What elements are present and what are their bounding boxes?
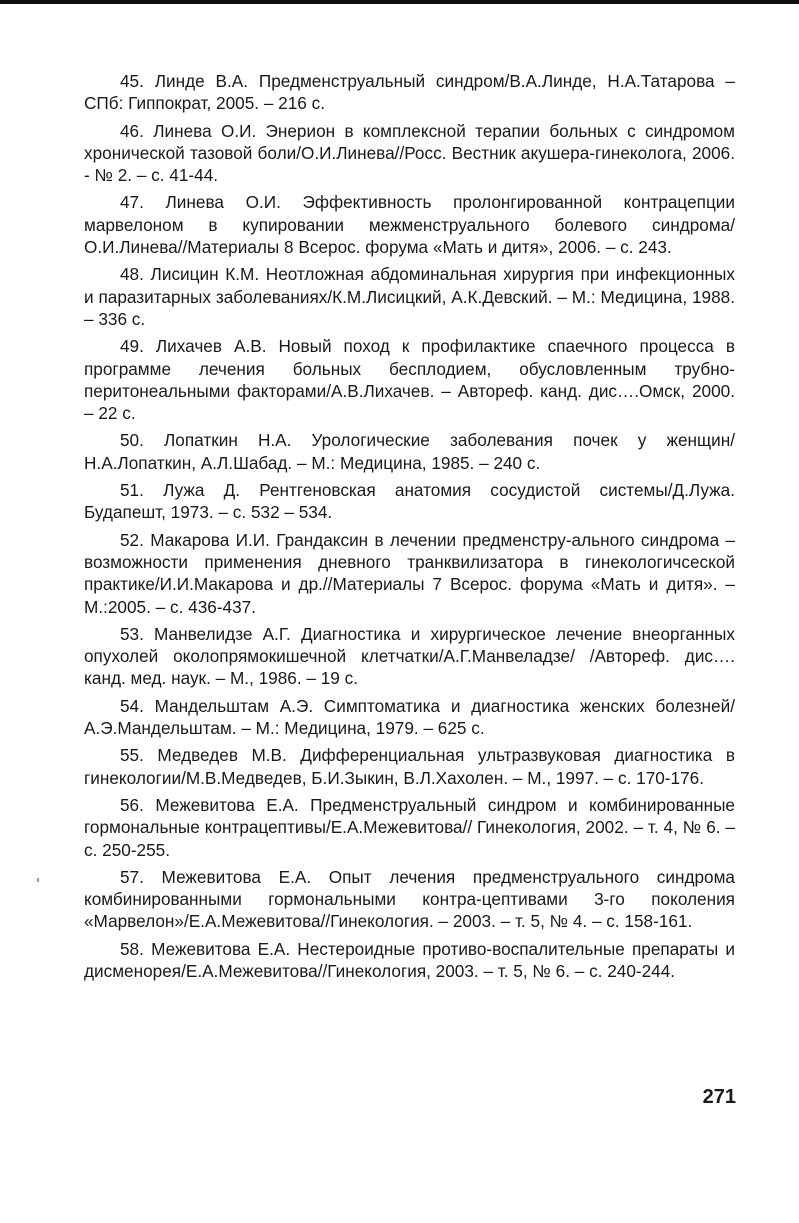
- reference-item-51: 51. Лужа Д. Рентгеновская анатомия сосудистой системы/Д.Лужа. Будапешт, 1973. – с. 532 – 534.: [84, 480, 735, 523]
- scan-speck: [37, 878, 39, 882]
- reference-item-50: 50. Лопаткин Н.А. Урологические заболевания почек у женщин/ Н.А.Лопаткин, А.Л.Шабад. – М.: Медицина, 1985. – 240 с.: [84, 430, 735, 473]
- reference-list: [84, 70, 735, 987]
- reference-item-57: 57. Межевитова Е.А. Опыт лечения предменструального синдрома комбинированными гормональными контра-цептивами 3-го поколения «Марвелон»/Е.А.Межевитова//Гинекология. – 2003. – т. 5, № 4. – с. 158-161.: [84, 866, 735, 932]
- reference-item-54: 54. Мандельштам А.Э. Симптоматика и диагностика женских болезней/А.Э.Мандельштам. – М.: Медицина, 1979. – 625 с.: [84, 695, 735, 739]
- page-number: 271: [702, 1086, 736, 1108]
- reference-item-56: 56. Межевитова Е.А. Предменструальный синдром и комбинированные гормональные контрацептивы/Е.А.Межевитова// Гинекология, 2002. – т. 4, № 6. – с. 250-255.: [84, 794, 735, 860]
- top-border-rule: [0, 0, 799, 4]
- reference-item-53: 53. Манвелидзе А.Г. Диагностика и хирургическое лечение внеорганных опухолей околопрямокишечной клетчатки/А.Г.Манвеладзе/ /Автореф. дис…. канд. мед. наук. – М., 1986. – 19 с.: [84, 623, 735, 689]
- reference-item-47: 47. Линева О.И. Эффективность пролонгированной контрацепции марвелоном в купировании межменструального болевого синдрома/ О.И.Линева//Материалы 8 Всерос. форума «Мать и дитя», 2006. – с. 243.: [84, 192, 735, 258]
- reference-item-58: 58. Межевитова Е.А. Нестероидные противо-воспалительные препараты и дисменорея/Е.А.Межевитова//Гинекология, 2003. – т. 5, № 6. – с. 240-244.: [84, 938, 735, 981]
- reference-item-55: 55. Медведев М.В. Дифференциальная ультразвуковая диагностика в гинекологии/М.В.Медведев, Б.И.Зыкин, В.Л.Хахолен. – М., 1997. – с. 170-176.: [84, 745, 735, 788]
- reference-item-48: 48. Лисицин К.М. Неотложная абдоминальная хирургия при инфекционных и паразитарных заболеваниях/К.М.Лисицкий, А.К.Девский. – М.: Медицина, 1988. – 336 с.: [84, 264, 735, 329]
- reference-item-46: 46. Линева О.И. Энерион в комплексной терапии больных с синдромом хронической тазовой боли/О.И.Линева//Росс. Вестник акушера-гинеколога, 2006. - № 2. – с. 41-44.: [84, 120, 735, 186]
- reference-item-45: 45. Линде В.А. Предменструальный синдром/В.А.Линде, Н.А.Татарова – СПб: Гиппократ, 2005. – 216 с.: [84, 71, 735, 114]
- reference-item-52: 52. Макарова И.И. Грандаксин в лечении предменстру-ального синдрома – возможности применения дневного транквилизатора в гинекологичсеской практике/И.И.Макарова и др.//Материалы 7 Всерос. форума «Мать и дитя». – М.:2005. – с. 436-437.: [84, 529, 735, 617]
- reference-item-49: 49. Лихачев А.В. Новый поход к профилактике спаечного процесса в программе лечения больных бесплодием, обусловленным трубно-перитонеальными факторами/А.В.Лихачев. – Автореф. канд. дис….Омск, 2000. – 22 с.: [84, 336, 735, 424]
